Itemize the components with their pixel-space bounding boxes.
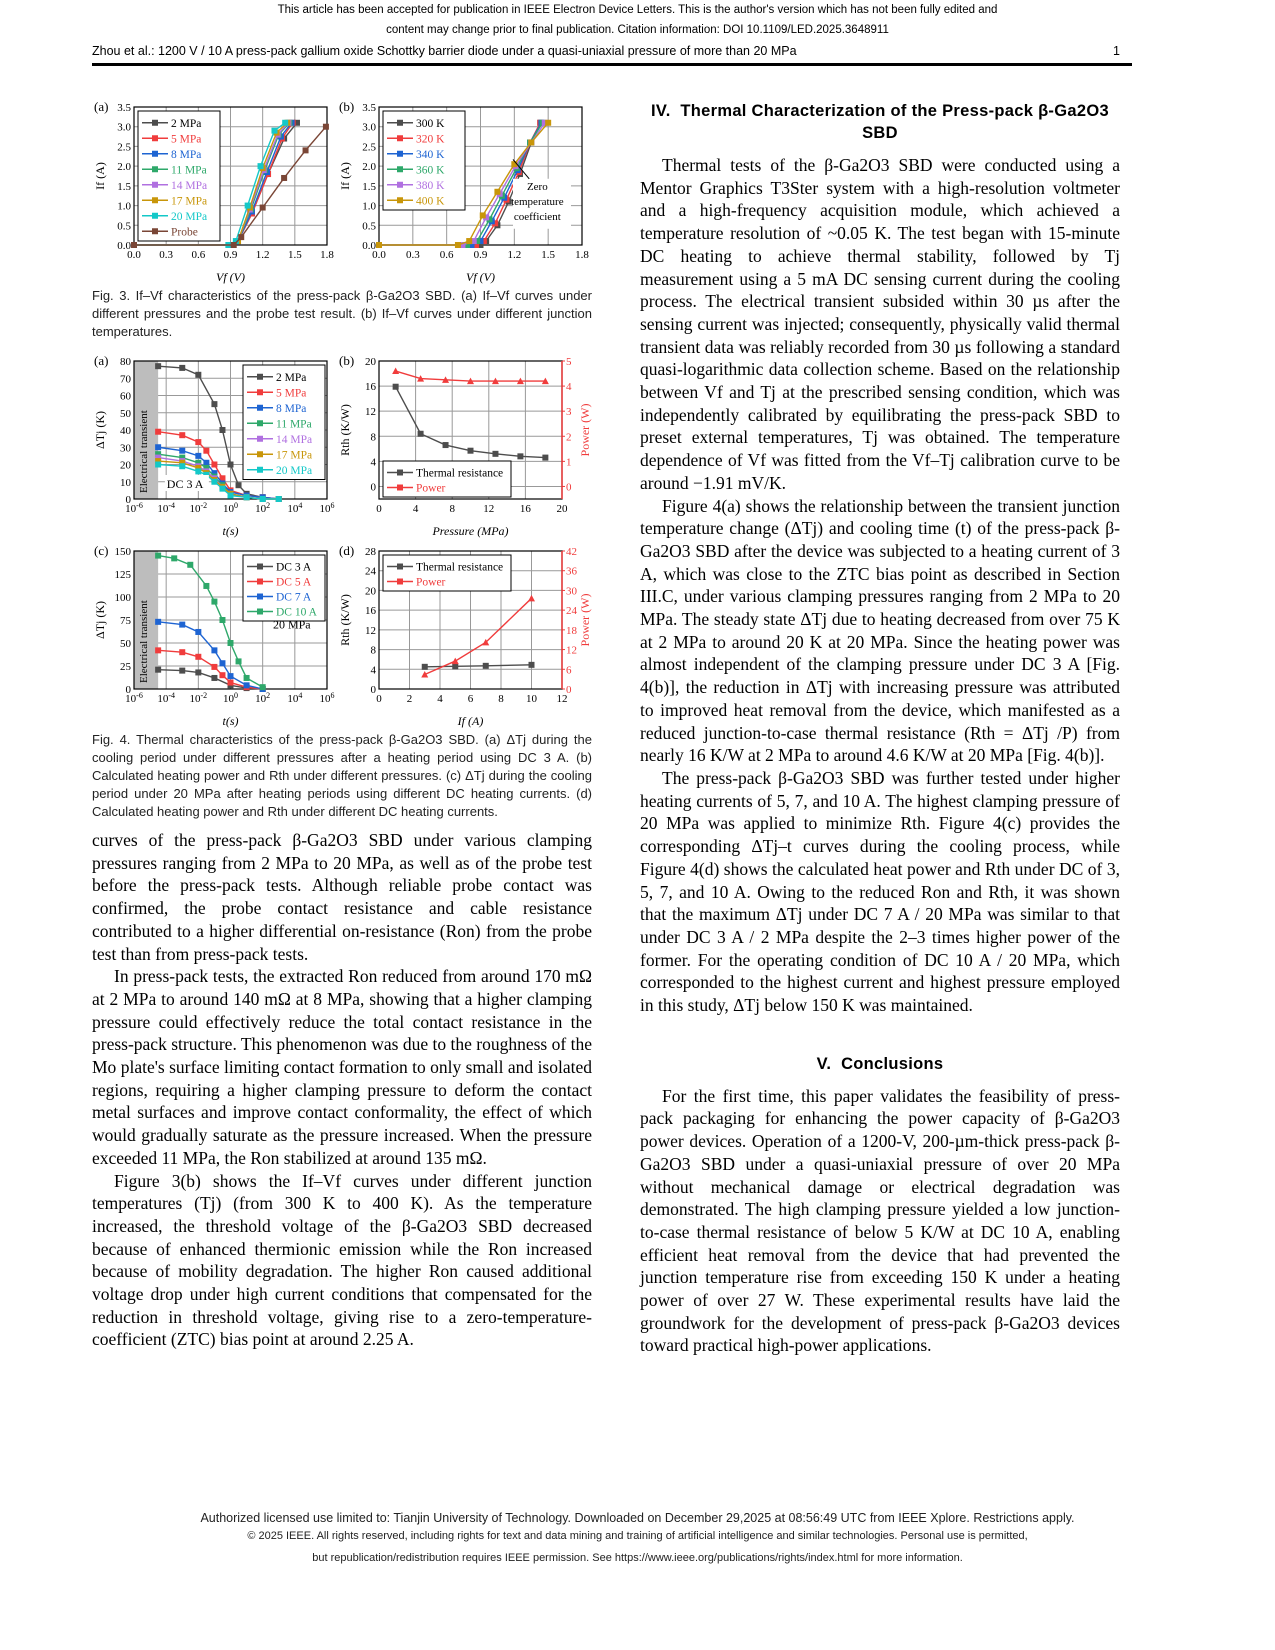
svg-text:1.8: 1.8 <box>320 249 334 261</box>
svg-text:10: 10 <box>120 476 131 489</box>
right-column <box>640 100 1120 1357</box>
svg-text:Power (W): Power (W) <box>578 403 592 457</box>
svg-text:5 MPa: 5 MPa <box>276 387 307 400</box>
svg-text:17 MPa: 17 MPa <box>171 195 208 208</box>
svg-text:Rth (K/W): Rth (K/W) <box>338 594 352 646</box>
svg-text:10-4: $10^{-4}$ <box>157 691 176 705</box>
left-paragraph-1: curves of the press-pack β-Ga2O3 SBD under various clamping pressures ranging from 2 MPa to 20 MPa, as well as of the probe test before the press-pack tests. Although reliable probe contact was confirmed, the probe contact resistance and cable resistance contributed to a higher differential on-resistance (Ron) from the probe test than from press-pack tests. <box>92 830 592 964</box>
fig4c-chart <box>92 539 337 729</box>
svg-text:2 MPa: 2 MPa <box>171 117 202 130</box>
svg-text:4: 4 <box>566 381 572 394</box>
svg-text:0.5: 0.5 <box>117 220 131 233</box>
svg-text:0: 0 <box>370 684 376 696</box>
svg-text:24: 24 <box>566 605 577 618</box>
svg-text:(d): (d) <box>339 543 355 558</box>
svg-text:75: 75 <box>120 615 131 627</box>
svg-text:6: 6 <box>467 693 474 705</box>
svg-text:400 K: 400 K <box>416 195 445 208</box>
section-4-paragraph-2: Figure 4(a) shows the relationship between the transient junction temperature change (ΔTj) and cooling time (t) of the press-pack β-Ga2O3 SBD after the device was subjected to a heating current of 3 A, which was close to the ZTC bias point as described in Section III.C, under various clamping pressures ranging from 2 MPa to 20 MPa. The steady state ΔTj due to heating decreased from over 75 K at 2 MPa to around 20 K at 20 MPa. Since the heating power was almost independent of the clamping pressure under DC 3 A [Fig. 4(b)], the reduction in ΔTj with increasing pressure was attributed to improved heat removal from the device, which manifested as a reduced junction-to-case thermal resistance (Rth = ΔTj /P) from nearly 16 K/W at 2 MPa to around 4.6 K/W at 20 MPa [Fig. 4(b)]. <box>640 495 1120 766</box>
svg-text:3: 3 <box>566 406 572 419</box>
svg-text:42: 42 <box>566 546 577 558</box>
svg-text:40: 40 <box>120 425 131 437</box>
svg-text:300 K: 300 K <box>416 117 445 130</box>
svg-text:0.0: 0.0 <box>372 249 386 261</box>
fig3a-chart <box>92 95 337 285</box>
svg-text:2: 2 <box>406 693 413 705</box>
fig4b-chart <box>337 349 592 539</box>
svg-text:1.8: 1.8 <box>575 249 589 261</box>
running-head-title: Zhou et al.: 1200 V / 10 A press-pack gallium oxide Schottky barrier diode under a quasi-uniaxial pressure of more than 20 MPa <box>92 44 797 58</box>
svg-text:0: 0 <box>376 503 382 515</box>
svg-text:20: 20 <box>365 356 376 368</box>
svg-text:(a): (a) <box>94 353 109 368</box>
svg-text:(b): (b) <box>339 353 355 368</box>
svg-text:t(s): t(s) <box>222 524 239 538</box>
fig4a-chart <box>92 349 337 539</box>
svg-text:10-2: $10^{-2}$ <box>189 691 208 705</box>
section-4-number: IV. <box>651 102 671 120</box>
svg-text:Vf (V): Vf (V) <box>216 270 245 284</box>
svg-text:12: 12 <box>365 624 376 637</box>
svg-text:100: 100 <box>114 592 131 604</box>
svg-text:0: 0 <box>370 481 376 494</box>
page-number: 1 <box>1113 44 1120 58</box>
left-paragraph-3: Figure 3(b) shows the If–Vf curves under different junction temperatures (Tj) (from 300 K to 400 K). As the temperature increased, the threshold voltage of the β-Ga2O3 SBD decreased because of enhanced thermionic emission while the Ron increased because of mobility degradation. The higher Ron caused additional voltage drop under high current conditions that compensated for the reduction in threshold voltage, giving rise to a zero-temperature-coefficient (ZTC) bias point at around 2.25 A. <box>92 1170 592 1350</box>
svg-text:coefficient: coefficient <box>513 210 561 223</box>
section-5-heading <box>640 1053 1120 1075</box>
svg-text:50: 50 <box>120 407 131 420</box>
svg-text:If (A): If (A) <box>457 714 484 728</box>
svg-text:18: 18 <box>566 624 577 637</box>
svg-text:ΔTj (K): ΔTj (K) <box>93 410 107 450</box>
svg-text:360 K: 360 K <box>416 164 445 177</box>
svg-text:1.5: 1.5 <box>287 249 302 261</box>
svg-text:16: 16 <box>365 605 376 618</box>
svg-text:17 MPa: 17 MPa <box>276 449 313 462</box>
svg-text:6: 6 <box>566 664 572 677</box>
svg-text:106: $10^6$ <box>319 501 335 515</box>
section-4-heading <box>640 100 1120 144</box>
svg-text:30: 30 <box>120 442 131 455</box>
svg-text:0.0: 0.0 <box>362 240 376 252</box>
svg-text:20: 20 <box>556 503 568 515</box>
svg-text:2.0: 2.0 <box>117 161 131 174</box>
svg-text:0.5: 0.5 <box>362 220 376 233</box>
fig3-caption: Fig. 3. If–Vf characteristics of the press-pack β-Ga2O3 SBD. (a) If–Vf curves under different pressures and the probe test result. (b) If–Vf curves under different junction temperatures. <box>92 288 592 339</box>
svg-text:(a): (a) <box>94 99 109 114</box>
running-head <box>92 44 1120 58</box>
svg-text:20: 20 <box>365 585 376 598</box>
svg-text:0: 0 <box>376 693 382 705</box>
svg-text:Pressure (MPa): Pressure (MPa) <box>432 524 509 538</box>
svg-text:16: 16 <box>519 503 531 515</box>
svg-text:0.9: 0.9 <box>223 249 238 261</box>
svg-text:60: 60 <box>120 390 131 403</box>
svg-text:Zero: Zero <box>526 180 548 193</box>
svg-text:If (A): If (A) <box>93 162 107 190</box>
svg-text:0: 0 <box>125 684 131 696</box>
svg-text:Power: Power <box>416 482 446 495</box>
section-5-title: Conclusions <box>841 1054 944 1073</box>
svg-text:380 K: 380 K <box>416 179 445 192</box>
svg-text:Vf (V): Vf (V) <box>466 270 495 284</box>
left-paragraph-2: In press-pack tests, the extracted Ron reduced from around 170 mΩ at 2 MPa to around 140 mΩ at 8 MPa, showing that a higher clamping pressure could effectively reduce the total contact resistance in the press-pack structure. This phenomenon was due to the roughness of the Mo plate's surface limiting contact formation to only small and isolated regions, requiring a higher clamping pressure to deform the contact metal surfaces and improve contact conformality, the effect of which would gradually saturate as the pressure increased. When the pressure exceeded 11 MPa, the Ron stabilized at around 135 mΩ. <box>92 966 592 1168</box>
svg-text:12: 12 <box>566 644 577 657</box>
svg-text:5 MPa: 5 MPa <box>171 133 202 146</box>
svg-text:12: 12 <box>365 406 376 419</box>
svg-text:Rth (K/W): Rth (K/W) <box>338 404 352 456</box>
svg-text:0.3: 0.3 <box>159 249 174 261</box>
svg-text:DC 3 A: DC 3 A <box>276 561 312 574</box>
section-5-number: V. <box>816 1054 832 1073</box>
svg-text:14 MPa: 14 MPa <box>276 433 313 446</box>
svg-text:150: 150 <box>114 546 131 558</box>
left-column <box>92 95 592 1351</box>
section-4-title: Thermal Characterization of the Press-pack β-Ga2O3 SBD <box>680 102 1109 142</box>
svg-text:3.5: 3.5 <box>117 102 131 114</box>
svg-text:1: 1 <box>566 456 572 469</box>
svg-text:12: 12 <box>483 503 495 515</box>
svg-text:10-4: $10^{-4}$ <box>157 501 176 515</box>
fig4d-chart <box>337 539 592 729</box>
svg-text:8 MPa: 8 MPa <box>171 148 202 161</box>
svg-text:4: 4 <box>412 503 419 515</box>
svg-text:1.5: 1.5 <box>541 249 556 261</box>
svg-text:104: $10^4$ <box>287 691 303 705</box>
footer-rights-link: but republication/redistribution requires IEEE permission. See https://www.ieee.org/publications/rights/index.html for more information. <box>312 1552 963 1564</box>
svg-text:2.5: 2.5 <box>117 141 131 154</box>
svg-text:11 MPa: 11 MPa <box>171 164 207 177</box>
svg-text:4: 4 <box>370 456 376 469</box>
svg-text:(c): (c) <box>94 543 109 558</box>
svg-text:0.6: 0.6 <box>439 249 454 261</box>
svg-text:1.2: 1.2 <box>255 249 270 261</box>
section-4-paragraph-3: The press-pack β-Ga2O3 SBD was further tested under higher heating currents of 5, 7, and 10 A. The highest clamping pressure of 20 MPa was applied to minimize Rth. Figure 4(c) provides the corresponding ΔTj–t curves during the cooling process, while Figure 4(d) shows the calculated heat power and Rth under DC of 3, 5, 7, and 10 A. Owing to the reduced Ron and Rth, it was shown that the maximum ΔTj under DC 7 A / 20 MPa was similar to that under DC 3 A / 2 MPa despite the 2–3 times higher power of the former. For the operating condition of DC 10 A / 20 MPa, which corresponded to the highest current and highest pressure employed in this study, ΔTj below 150 K was maintained. <box>640 767 1120 1016</box>
svg-text:102: $10^2$ <box>255 691 271 705</box>
svg-text:1.5: 1.5 <box>117 180 131 193</box>
svg-text:8: 8 <box>370 644 376 657</box>
svg-text:If (A): If (A) <box>338 162 352 190</box>
footer-copyright: © 2025 IEEE. All rights reserved, including rights for text and data mining and training of artificial intelligence and similar technologies. Personal use is permitted, <box>247 1530 1028 1542</box>
svg-text:16: 16 <box>365 381 376 394</box>
svg-text:70: 70 <box>120 373 131 386</box>
footer-license: Authorized licensed use limited to: Tianjin University of Technology. Downloaded on December 29,2025 at 08:56:49 UTC from IEEE Xplore. Restrictions apply. <box>200 1511 1075 1525</box>
svg-text:10-6: $10^{-6}$ <box>125 501 143 515</box>
svg-text:20 MPa: 20 MPa <box>276 464 313 477</box>
svg-text:Power (W): Power (W) <box>578 593 592 647</box>
notice-line-1: This article has been accepted for publication in IEEE Electron Device Letters. This is the author's version which has not been fully edited and <box>277 4 998 16</box>
svg-text:(b): (b) <box>339 99 355 114</box>
svg-text:30: 30 <box>566 585 577 598</box>
svg-text:3.0: 3.0 <box>117 121 131 134</box>
notice-line-2: content may change prior to final publication. Citation information: DOI 10.1109/LED.2025.3648911 <box>386 24 889 36</box>
svg-text:8: 8 <box>498 693 504 705</box>
svg-text:ΔTj (K): ΔTj (K) <box>93 600 107 640</box>
section-4-paragraph-1: Thermal tests of the β-Ga2O3 SBD were conducted using a Mentor Graphics T3Ster system with a high-resolution voltmeter and a high-frequency acquisition module, which achieved a temperature resolution of ~0.05 K. The test began with 15-minute DC heating to achieve thermal stability, followed by Tj measurement using a 5 mA DC sensing current during the cooling process. The electrical transient subsided within 30 µs after the sensing current was injected; consequently, physically valid thermal transient data was reliably recorded from 30 µs following a standard quasi-logarithmic data collection scheme. Based on the relationship between Vf and Tj at the prescribed sensing condition, which was independently calibrated by equilibrating the press-pack SBD to preset external temperatures, Tj was obtained. The temperature dependence of Vf was fitted from the Vf–Tj calibration curve to be around −1.91 mV/K. <box>640 155 1120 493</box>
svg-text:8: 8 <box>449 503 455 515</box>
svg-text:2.5: 2.5 <box>362 141 376 154</box>
svg-text:106: $10^6$ <box>319 691 335 705</box>
svg-text:10-6: $10^{-6}$ <box>125 691 143 705</box>
svg-text:25: 25 <box>120 661 131 673</box>
section-5-paragraph-1: For the first time, this paper validates the feasibility of press-pack packaging for enhancing the power capacity of β-Ga2O3 power devices. Operation of a 1200-V, 200-µm-thick press-pack β-Ga2O3 SBD under a quasi-uniaxial pressure of over 20 MPa without mechanical damage or electrical degradation was demonstrated. The high clamping pressure yielded a low junction-to-case thermal resistance of below 5 K/W at DC 10 A, enabling efficient heat removal from the device that had prevented the junction temperature rise from exceeding 150 K under a heating power of over 27 W. These experimental results have laid the groundwork for the development of press-pack β-Ga2O3 devices toward practical high-power applications. <box>640 1085 1120 1356</box>
svg-text:0.0: 0.0 <box>117 240 131 252</box>
svg-text:temperature: temperature <box>511 195 564 208</box>
svg-text:8 MPa: 8 MPa <box>276 402 307 415</box>
svg-text:3.5: 3.5 <box>362 102 376 114</box>
fig3b-chart <box>337 95 592 285</box>
svg-text:10: 10 <box>526 693 537 705</box>
svg-text:t(s): t(s) <box>222 714 239 728</box>
svg-text:36: 36 <box>566 565 577 578</box>
footer <box>0 1508 1275 1572</box>
svg-text:2.0: 2.0 <box>362 161 376 174</box>
svg-text:Thermal resistance: Thermal resistance <box>416 561 504 574</box>
svg-text:DC 7 A: DC 7 A <box>276 591 312 604</box>
svg-text:1.0: 1.0 <box>362 200 376 213</box>
svg-text:0: 0 <box>566 684 572 696</box>
svg-text:10-2: $10^{-2}$ <box>189 501 208 515</box>
svg-text:3.0: 3.0 <box>362 121 376 134</box>
svg-text:28: 28 <box>365 546 376 558</box>
fig4-caption: Fig. 4. Thermal characteristics of the press-pack β-Ga2O3 SBD. (a) ΔTj during the cooling period under different pressures after a heating period using DC 3 A. (b) Calculated heating power and Rth under different pressures. (c) ΔTj during the cooling period under 20 MPa after heating periods using different DC heating currents. (d) Calculated heating power and Rth under different DC heating currents. <box>92 732 592 819</box>
figure-3 <box>92 95 592 285</box>
svg-text:2 MPa: 2 MPa <box>276 371 307 384</box>
publication-notice <box>0 0 1275 40</box>
svg-text:340 K: 340 K <box>416 148 445 161</box>
svg-text:5: 5 <box>566 356 572 368</box>
svg-text:11 MPa: 11 MPa <box>276 418 312 431</box>
svg-text:Probe: Probe <box>171 226 198 239</box>
svg-text:4: 4 <box>437 693 443 705</box>
svg-text:DC 5 A: DC 5 A <box>276 576 312 589</box>
svg-text:1.0: 1.0 <box>117 200 131 213</box>
svg-text:20 MPa: 20 MPa <box>272 617 311 632</box>
svg-text:Power: Power <box>416 576 446 589</box>
svg-text:Electrical transient: Electrical transient <box>138 600 150 683</box>
svg-text:0.6: 0.6 <box>191 249 206 261</box>
svg-text:1.5: 1.5 <box>362 180 376 193</box>
svg-text:0: 0 <box>566 481 572 494</box>
svg-text:125: 125 <box>114 569 131 581</box>
svg-text:0.0: 0.0 <box>127 249 141 261</box>
svg-text:DC 3 A: DC 3 A <box>166 477 204 491</box>
svg-text:100: $10^0$ <box>223 501 238 515</box>
svg-text:20: 20 <box>120 459 131 472</box>
svg-text:12: 12 <box>556 693 568 705</box>
svg-text:0.9: 0.9 <box>473 249 488 261</box>
svg-text:80: 80 <box>120 356 131 368</box>
svg-text:14 MPa: 14 MPa <box>171 179 208 192</box>
svg-text:DC 10 A: DC 10 A <box>276 606 317 619</box>
svg-text:0.3: 0.3 <box>405 249 420 261</box>
svg-text:50: 50 <box>120 638 131 650</box>
svg-text:100: $10^0$ <box>223 691 238 705</box>
svg-text:2: 2 <box>566 431 572 444</box>
svg-text:4: 4 <box>370 664 376 677</box>
svg-text:320 K: 320 K <box>416 133 445 146</box>
figure-4 <box>92 349 592 729</box>
svg-text:Electrical transient: Electrical transient <box>138 410 150 493</box>
svg-text:24: 24 <box>365 565 376 578</box>
svg-text:0: 0 <box>125 494 131 506</box>
header-rule <box>92 63 1132 66</box>
svg-text:1.2: 1.2 <box>507 249 522 261</box>
svg-text:20 MPa: 20 MPa <box>171 210 208 223</box>
svg-text:Thermal resistance: Thermal resistance <box>416 467 504 480</box>
svg-text:102: $10^2$ <box>255 501 271 515</box>
svg-text:8: 8 <box>370 431 376 444</box>
svg-text:104: $10^4$ <box>287 501 303 515</box>
